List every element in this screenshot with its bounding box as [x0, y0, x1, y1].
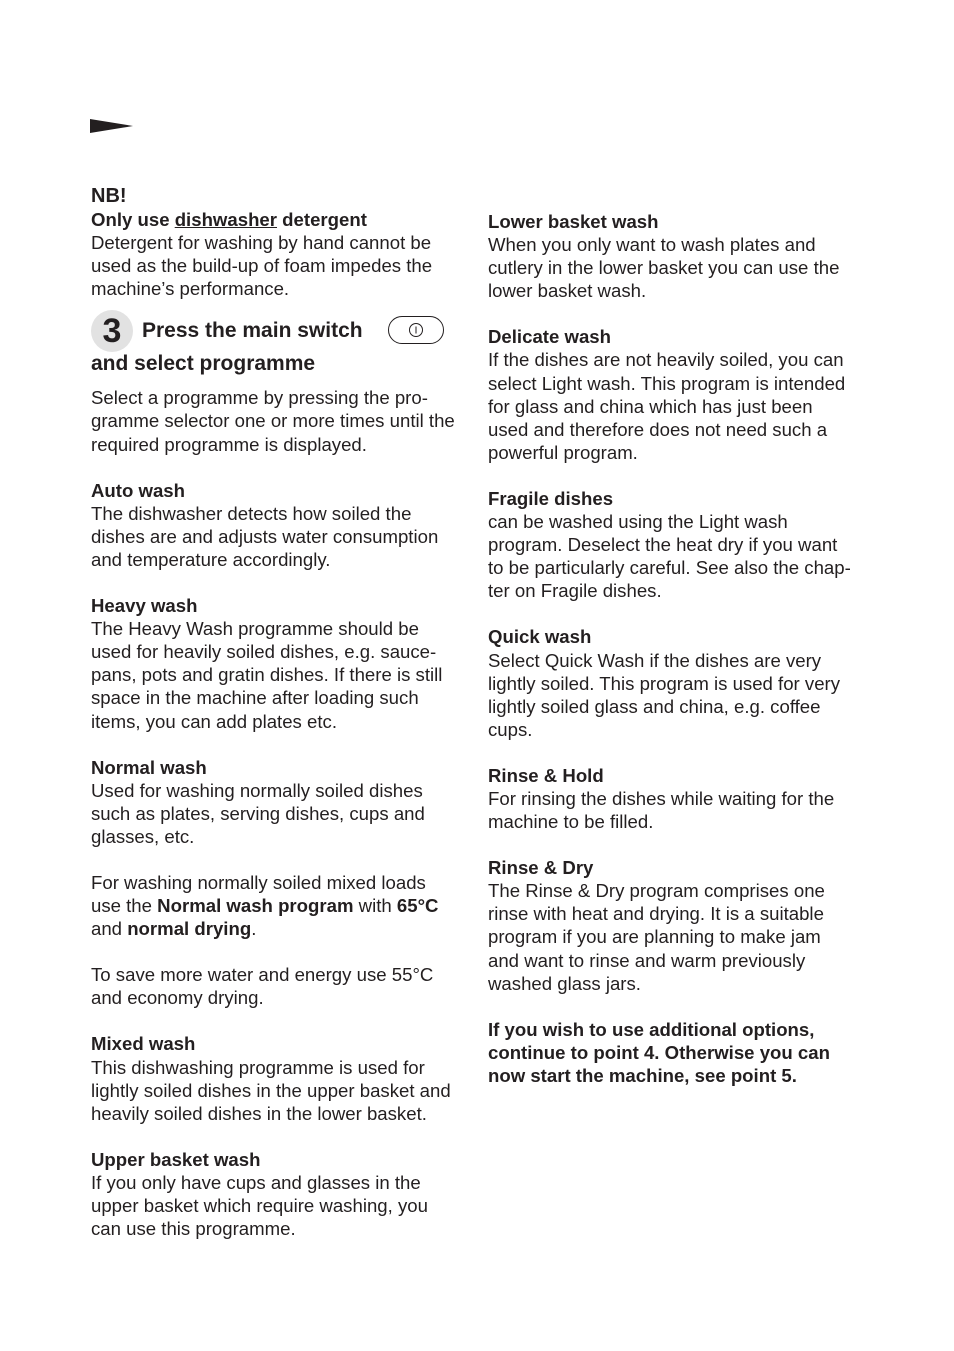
quick-wash-line: lightly soiled glass and china, e.g. coffee: [488, 695, 821, 717]
upper-basket-line: If you only have cups and glasses in the: [91, 1171, 421, 1193]
final-note-line: If you wish to use additional options,: [488, 1018, 815, 1040]
final-note-line: continue to point 4. Otherwise you can: [488, 1041, 830, 1063]
heavy-wash-line: The Heavy Wash programme should be: [91, 618, 419, 640]
quick-wash-line: cups.: [488, 718, 533, 740]
mixed-load-line: For washing normally soiled mixed loads: [91, 871, 426, 893]
auto-wash-line: dishes are and adjusts water consumption: [91, 525, 439, 547]
delicate-wash-heading: Delicate wash: [488, 326, 611, 348]
upper-basket-line: upper basket which require washing, you: [91, 1195, 428, 1216]
pointer-arrow-icon: [90, 118, 134, 134]
left-column: [91, 184, 471, 1240]
nb-heading-underlined: dishwasher: [174, 209, 278, 230]
auto-wash-heading: Auto wash: [91, 479, 186, 501]
mixed-load-line: [91, 894, 471, 917]
lower-basket-line: lower basket wash.: [488, 280, 647, 302]
mixed-load-text: .: [251, 918, 257, 940]
power-switch-icon: [408, 322, 424, 338]
save-energy-line: and economy drying.: [91, 987, 264, 1009]
rinse-hold-line: For rinsing the dishes while waiting for the: [488, 787, 835, 809]
rinse-hold-heading: Rinse & Hold: [488, 764, 604, 786]
quick-wash-line: Select Quick Wash if the dishes are very: [488, 649, 822, 671]
fragile-dishes-heading: Fragile dishes: [488, 487, 614, 509]
nb-heading-post: detergent: [277, 209, 367, 230]
right-column: [488, 210, 868, 1087]
rinse-dry-line: The Rinse & Dry program comprises one: [488, 880, 825, 902]
step-number-badge: 3: [91, 310, 133, 352]
mixed-wash-heading: Mixed wash: [91, 1033, 196, 1055]
rinse-dry-heading: Rinse & Dry: [488, 857, 594, 879]
delicate-wash-line: used and therefore does not need such a: [488, 418, 828, 440]
delicate-wash-line: for glass and china which has just been: [488, 395, 813, 417]
mixed-load-text: and: [91, 918, 128, 940]
mixed-load-text: with: [353, 895, 397, 917]
normal-wash-line: glasses, etc.: [91, 825, 195, 847]
delicate-wash-line: If the dishes are not heavily soiled, you can: [488, 349, 844, 371]
heavy-wash-line: items, you can add plates etc.: [91, 710, 337, 732]
main-switch-symbol: [388, 316, 444, 344]
mixed-wash-line: heavily soiled dishes in the lower basket.: [91, 1102, 427, 1124]
step-title-line-1: Press the main switch: [142, 319, 363, 343]
temperature-bold: 65°C: [396, 895, 439, 917]
mixed-load-text: use the: [91, 895, 158, 917]
lower-basket-line: cutlery in the lower basket you can use the: [488, 257, 840, 279]
quick-wash-line: lightly soiled. This program is used for very: [488, 672, 841, 694]
mixed-wash-line: lightly soiled dishes in the upper basket and: [91, 1079, 451, 1101]
nb-line: Detergent for washing by hand cannot be: [91, 232, 432, 254]
normal-wash-heading: Normal wash: [91, 756, 207, 778]
step-heading: [91, 310, 471, 386]
rinse-dry-line: washed glass jars.: [488, 972, 641, 994]
intro-line: gramme selector one or more times until the: [91, 410, 455, 432]
heavy-wash-line: space in the machine after loading such: [91, 687, 419, 709]
rinse-dry-line: and want to rinse and warm previously: [488, 949, 806, 971]
rinse-dry-line: rinse with heat and drying. It is a suitable: [488, 903, 824, 925]
lower-basket-line: When you only want to wash plates and: [488, 234, 816, 256]
nb-line: machine’s performance.: [91, 278, 290, 300]
intro-line: required programme is displayed.: [91, 433, 367, 455]
delicate-wash-line: select Light wash. This program is intended: [488, 372, 846, 394]
normal-wash-line: Used for washing normally soiled dishes: [91, 779, 423, 801]
nb-heading: [91, 208, 471, 231]
lower-basket-heading: Lower basket wash: [488, 211, 659, 232]
step-title-line-2: and select programme: [91, 352, 316, 376]
nb-title: NB!: [91, 185, 127, 207]
mixed-wash-line: This dishwashing programme is used for: [91, 1056, 425, 1078]
auto-wash-line: The dishwasher detects how soiled the: [91, 502, 412, 524]
heavy-wash-line: pans, pots and gratin dishes. If there is still: [91, 664, 443, 686]
nb-line: used as the build-up of foam impedes the: [91, 255, 433, 277]
rinse-dry-line: program if you are planning to make jam: [488, 926, 821, 948]
normal-drying-bold: normal drying: [127, 918, 252, 940]
fragile-dishes-line: program. Deselect the heat dry if you want: [488, 534, 838, 556]
fragile-dishes-line: ter on Fragile dishes.: [488, 580, 662, 602]
normal-wash-line: such as plates, serving dishes, cups and: [91, 802, 425, 824]
mixed-load-line: [91, 917, 471, 940]
final-note-line: now start the machine, see point 5.: [488, 1064, 797, 1086]
normal-program-bold: Normal wash program: [157, 895, 354, 917]
heavy-wash-heading: Heavy wash: [91, 595, 198, 617]
rinse-hold-line: machine to be filled.: [488, 811, 654, 833]
fragile-dishes-line: can be washed using the Light wash: [488, 511, 788, 533]
intro-line: Select a programme by pressing the pro-: [91, 387, 428, 409]
quick-wash-heading: Quick wash: [488, 626, 592, 648]
save-energy-line: To save more water and energy use 55°C: [91, 964, 434, 986]
delicate-wash-line: powerful program.: [488, 441, 638, 463]
upper-basket-line: can use this programme.: [91, 1218, 296, 1240]
auto-wash-line: and temperature accordingly.: [91, 548, 331, 570]
upper-basket-heading: Upper basket wash: [91, 1148, 261, 1170]
heavy-wash-line: used for heavily soiled dishes, e.g. sauce-: [91, 641, 437, 663]
nb-heading-pre: Only use: [91, 209, 175, 230]
fragile-dishes-line: to be particularly careful. See also the chap-: [488, 557, 851, 579]
